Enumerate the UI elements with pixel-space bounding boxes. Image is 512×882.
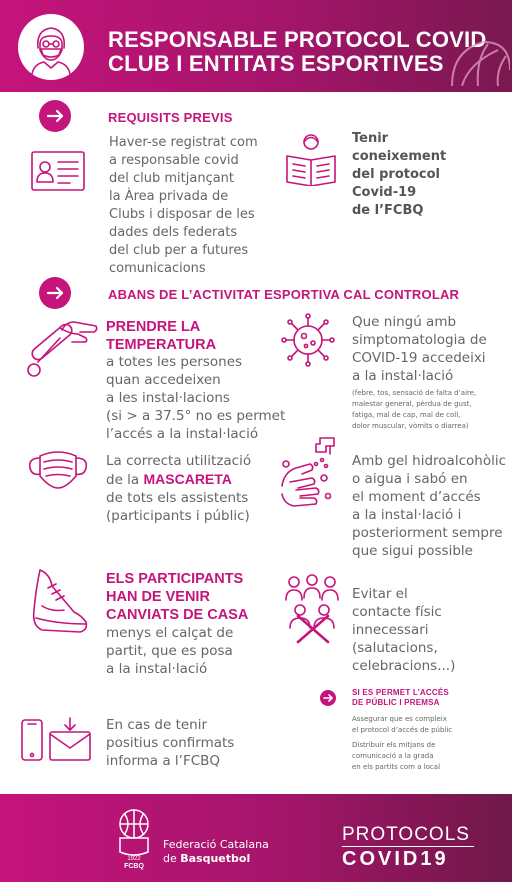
face-mask-icon bbox=[26, 446, 90, 492]
public-heading: SI ES PERMET L’ACCÉS DE PÚBLIC I PREMSA bbox=[352, 688, 449, 707]
virus-icon bbox=[280, 312, 336, 368]
protocols-label: PROTOCOLS bbox=[342, 824, 470, 845]
requisits-text: Haver-se registrat com a responsable covid del club mitjançant la Àrea privada de Clubs i disposar de les dades dels federats del club per a futures comunicacions bbox=[109, 135, 258, 276]
simptomes-small: (febre, tos, sensació de falta d’aire, malestar general, pèrdua de gust, fatiga, mal de cap, mal de coll, dolor muscular, vòmits o diarrea) bbox=[352, 389, 477, 430]
fcbq-logo bbox=[112, 808, 158, 870]
arrow-right-icon bbox=[320, 690, 336, 706]
public-text-2: Distribuir els mitjans de comunicació a la grada en els partits com a local bbox=[352, 741, 441, 771]
phone-mail-icon bbox=[20, 716, 96, 766]
basketball-icon bbox=[448, 20, 510, 86]
page-title: RESPONSABLE PROTOCOL COVID CLUB I ENTITATS ESPORTIVES bbox=[108, 27, 487, 76]
reading-person-icon bbox=[283, 130, 339, 186]
public-text-1: Assegurar que es compleix el protocol d’accés de públic bbox=[352, 715, 453, 734]
protocol-knowledge-text: Tenir coneixement del protocol Covid-19 de l’FCBQ bbox=[352, 131, 447, 218]
health-worker-mask-icon bbox=[18, 14, 84, 80]
simptomes-text: Que ningú amb simptomatologia de COVID-19 accedeixi a la instal·lació bbox=[352, 314, 487, 384]
requisits-heading: REQUISITS PREVIS bbox=[108, 110, 233, 125]
gel-text: Amb gel hidroalcohòlic o aigua i sabó en el moment d’accés a la instal·lació i posteriorment sempre que sigui possible bbox=[352, 453, 506, 559]
thermometer-icon bbox=[20, 318, 100, 380]
mascareta-text: La correcta utilització de la MASCARETA de tots els assistents (participants i públic) bbox=[106, 453, 252, 524]
arrow-right-icon bbox=[39, 100, 71, 132]
covid-label: COVID19 bbox=[342, 848, 449, 870]
hand-washing-icon bbox=[276, 434, 342, 510]
no-contact-group-icon bbox=[280, 572, 344, 644]
arrow-right-icon bbox=[39, 277, 71, 309]
federation-name: Federació Catalana de Basquetbol bbox=[163, 838, 269, 865]
abans-heading: ABANS DE L’ACTIVITAT ESPORTIVA CAL CONTROLAR bbox=[108, 287, 460, 302]
id-card-icon bbox=[30, 150, 86, 192]
mascareta-highlight: MASCARETA bbox=[143, 471, 232, 487]
sneaker-icon bbox=[28, 566, 92, 636]
logo-year: 1922 bbox=[127, 856, 141, 862]
canviats-text: menys el calçat de partit, que es posa a la instal·lació bbox=[106, 625, 234, 677]
contacte-text: Evitar el contacte físic innecessari (salutacions, celebracions...) bbox=[352, 586, 456, 674]
divider bbox=[342, 846, 474, 847]
temperatura-heading: PRENDRE LA TEMPERATURA bbox=[106, 319, 217, 353]
logo-text: FCBQ bbox=[124, 863, 144, 870]
temperatura-text: a totes les persones quan accedeixen a les instal·lacions (si > a 37.5° no es permet l’accés a la instal·lació bbox=[106, 354, 286, 442]
positius-text: En cas de tenir positius confirmats informa a l’FCBQ bbox=[106, 717, 235, 769]
canviats-heading: ELS PARTICIPANTS HAN DE VENIR CANVIATS DE CASA bbox=[106, 571, 249, 623]
